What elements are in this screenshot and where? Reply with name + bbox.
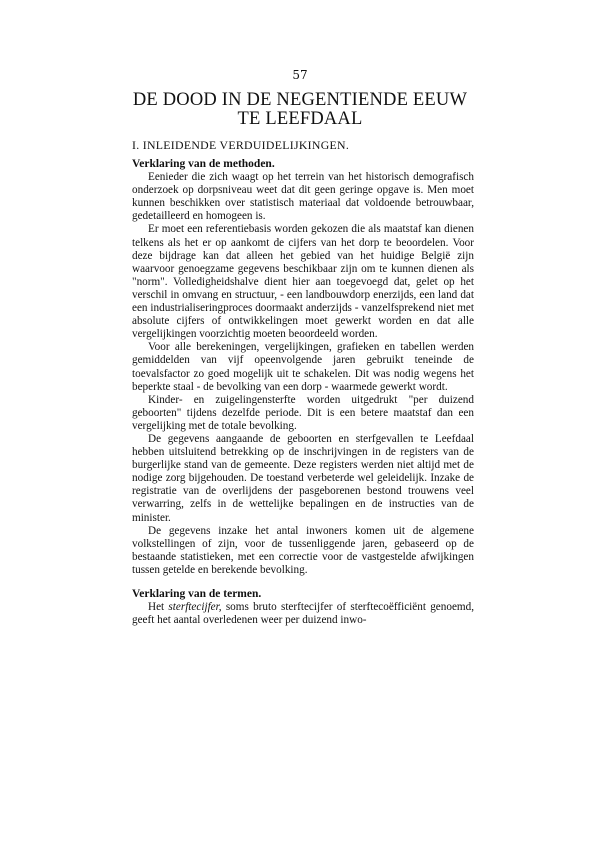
page-number: 57 [292,68,308,82]
paragraph: De gegevens inzake het antal inwoners komen uit de algemene volkstellingen of zijn, voor de tussenliggende jaren, gebaseerd op de bestaande statistieken, met een correctie voor de vastgestelde afwijkingen tussen getelde en berekende bevolking. [132,524,474,576]
paragraph: Voor alle berekeningen, vergelijkingen, grafieken en tabellen werden gemiddelden van vijf opeenvolgende jaren gebruikt teneinde de toevalsfactor zo goed mogelijk uit te schakelen. Dit was nodig wegens het beperkte staal - de bevolking van een dorp - waarmede gewerkt wordt. [132,341,474,393]
paragraph: Kinder- en zuigelingensterfte worden uitgedrukt "per duizend geboorten" tijdens dezelfde periode. Dit is een betere maatstaf dan een vergelijking met de totale bevolking. [132,393,474,432]
paragraph: De gegevens aangaande de geboorten en sterfgevallen te Leefdaal hebben uitsluitend betrekking op de inschrijvingen in de registers van de burgerlijke stand van de gemeente. Deze registers werden niet altijd met de nodige zorg bijgehouden. De toestand verbeterde wel geleidelijk. Inzake de registratie van de overlijdens der pasgeborenen bestond trouwens veel verwarring, zelfs in de wettelijke bepalingen en de instructies van de minister. [132,432,474,524]
paragraph: Eenieder die zich waagt op het terrein van het historisch demografisch onderzoek op dorpsniveau weet dat dit geen geringe opgave is. Men moet kunnen beschikken over statistisch materiaal dat voldoende betrouwbaar, gedetailleerd en homogeen is. [132,171,474,223]
paragraph-last [132,601,474,627]
paragraph-prefix: Het [148,601,169,614]
page-title [118,91,482,129]
paragraph: Er moet een referentiebasis worden gekozen die als maatstaf kan dienen telkens als het er op aankomt de cijfers van het dorp te beoordelen. Voor deze bijdrage kan dat alleen het gebied van het huidige België zijn waarvoor genoegzame gegevens beschikbaar zijn om te kunnen dienen als "norm". Volledigheidshalve dient hier aan toegevoegd dat, gelet op het verschil in omvang en structuur, - een landbouwdorp enerzijds, een land dat een industrialiseringproces doormaakt anderzijds - vanzelfsprekend niet met absolute cijfers of ontwikkelingen moet gewerkt worden en dat alle vergelijkingen voorzichtig moeten beoordeeld worden. [132,223,474,341]
body-text [132,158,474,627]
title-line-1: DE DOOD IN DE NEGENTIENDE EEUW [132,90,468,110]
subheading-methods: Verklaring van de methoden. [132,158,275,170]
subheading-terms: Verklaring van de termen. [132,588,262,600]
paragraph-rest: soms bruto sterftecijfer of sterftecoëfficiënt genoemd, geeft het aantal overledenen weer per duizend inwo- [132,601,474,627]
term-sterftecijfer: sterftecijfer, [168,601,222,614]
title-line-2: TE LEEFDAAL [237,109,363,129]
section-heading: I. INLEIDENDE VERDUIDELIJKINGEN. [132,138,350,152]
